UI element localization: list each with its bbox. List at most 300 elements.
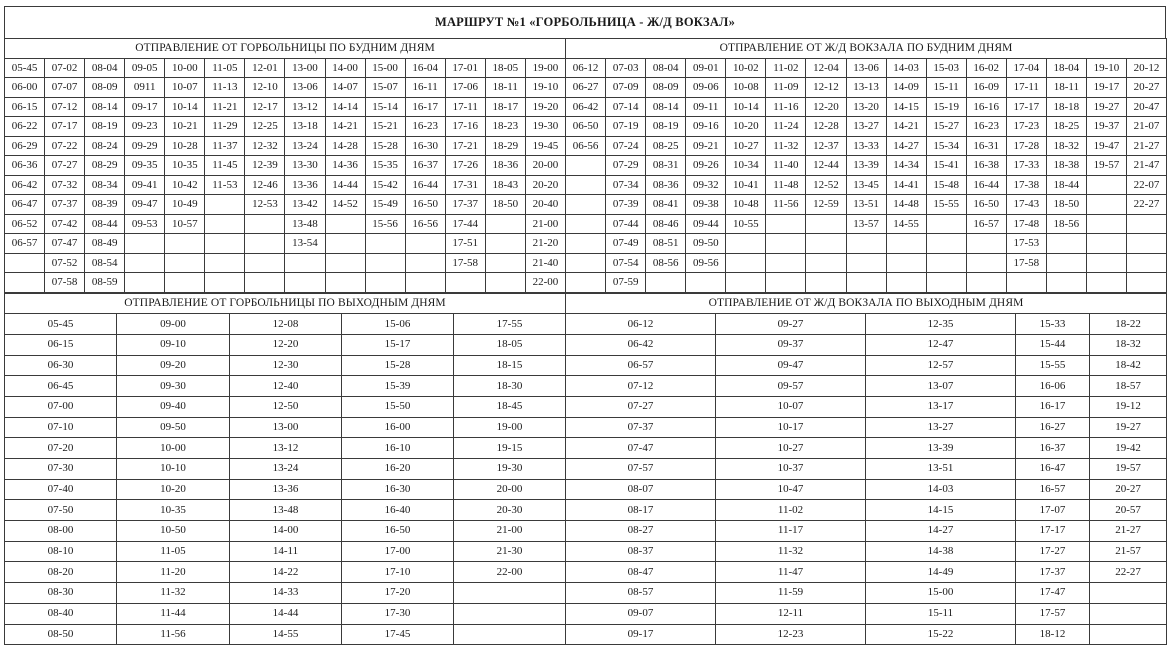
departure-time-cell: 21-57 bbox=[1090, 541, 1167, 562]
departure-time-cell: 15-14 bbox=[365, 97, 405, 117]
departure-time-cell: 14-49 bbox=[866, 562, 1016, 583]
departure-time-cell: 08-40 bbox=[5, 603, 117, 624]
departure-time-cell: 12-52 bbox=[806, 175, 846, 195]
departure-time-cell: 11-05 bbox=[205, 58, 245, 78]
departure-time-cell bbox=[245, 273, 285, 293]
departure-time-cell bbox=[846, 234, 886, 254]
departure-time-cell: 07-09 bbox=[606, 78, 646, 98]
table-row bbox=[5, 603, 1167, 624]
departure-time-cell: 16-37 bbox=[405, 156, 445, 176]
departure-time-cell: 14-41 bbox=[886, 175, 926, 195]
departure-time-cell bbox=[405, 234, 445, 254]
departure-time-cell: 07-30 bbox=[5, 459, 117, 480]
departure-time-cell: 08-29 bbox=[85, 156, 125, 176]
departure-time-cell bbox=[1126, 273, 1166, 293]
departure-time-cell bbox=[165, 273, 205, 293]
departure-time-cell: 14-11 bbox=[230, 541, 342, 562]
departure-time-cell: 13-33 bbox=[846, 136, 886, 156]
departure-time-cell bbox=[245, 234, 285, 254]
departure-time-cell bbox=[886, 234, 926, 254]
departure-time-cell bbox=[846, 273, 886, 293]
departure-time-cell: 12-50 bbox=[230, 396, 342, 417]
departure-time-cell: 16-47 bbox=[1016, 459, 1090, 480]
weekday-station-header: ОТПРАВЛЕНИЕ ОТ Ж/Д ВОКЗАЛА ПО БУДНИМ ДНЯМ bbox=[566, 39, 1167, 59]
departure-time-cell: 18-50 bbox=[1046, 195, 1086, 215]
departure-time-cell: 18-23 bbox=[485, 117, 525, 137]
departure-time-cell: 16-40 bbox=[342, 500, 454, 521]
departure-time-cell: 11-40 bbox=[766, 156, 806, 176]
departure-time-cell: 09-01 bbox=[686, 58, 726, 78]
departure-time-cell: 18-57 bbox=[1090, 376, 1167, 397]
departure-time-cell bbox=[1090, 603, 1167, 624]
departure-time-cell: 06-29 bbox=[5, 136, 45, 156]
departure-time-cell: 12-28 bbox=[806, 117, 846, 137]
departure-time-cell: 13-36 bbox=[285, 175, 325, 195]
departure-time-cell: 13-30 bbox=[285, 156, 325, 176]
departure-time-cell: 09-47 bbox=[125, 195, 165, 215]
departure-time-cell: 16-23 bbox=[405, 117, 445, 137]
departure-time-cell: 08-25 bbox=[646, 136, 686, 156]
departure-time-cell: 10-50 bbox=[117, 521, 230, 542]
departure-time-cell: 06-57 bbox=[566, 355, 716, 376]
departure-time-cell: 15-00 bbox=[365, 58, 405, 78]
departure-time-cell: 10-07 bbox=[716, 396, 866, 417]
table-row bbox=[5, 253, 1167, 273]
departure-time-cell: 09-41 bbox=[125, 175, 165, 195]
departure-time-cell: 13-36 bbox=[230, 479, 342, 500]
departure-time-cell: 08-46 bbox=[646, 214, 686, 234]
departure-time-cell: 13-48 bbox=[285, 214, 325, 234]
timetable-sheet bbox=[4, 6, 1166, 640]
departure-time-cell: 10-57 bbox=[165, 214, 205, 234]
departure-time-cell bbox=[966, 234, 1006, 254]
departure-time-cell: 09-16 bbox=[686, 117, 726, 137]
departure-time-cell: 12-39 bbox=[245, 156, 285, 176]
departure-time-cell: 18-05 bbox=[454, 334, 566, 355]
departure-time-cell bbox=[806, 234, 846, 254]
departure-time-cell: 17-28 bbox=[1006, 136, 1046, 156]
departure-time-cell: 13-00 bbox=[285, 58, 325, 78]
departure-time-cell: 13-51 bbox=[846, 195, 886, 215]
departure-time-cell: 14-27 bbox=[886, 136, 926, 156]
departure-time-cell: 09-57 bbox=[716, 376, 866, 397]
departure-time-cell: 17-16 bbox=[445, 117, 485, 137]
departure-time-cell: 14-27 bbox=[866, 521, 1016, 542]
departure-time-cell: 16-04 bbox=[405, 58, 445, 78]
departure-time-cell: 07-24 bbox=[606, 136, 646, 156]
departure-time-cell: 07-20 bbox=[5, 438, 117, 459]
departure-time-cell: 17-47 bbox=[1016, 583, 1090, 604]
departure-time-cell: 06-42 bbox=[5, 175, 45, 195]
departure-time-cell: 13-48 bbox=[230, 500, 342, 521]
departure-time-cell: 06-42 bbox=[566, 334, 716, 355]
table-row bbox=[5, 376, 1167, 397]
departure-time-cell bbox=[566, 195, 606, 215]
departure-time-cell: 17-33 bbox=[1006, 156, 1046, 176]
departure-time-cell: 09-07 bbox=[566, 603, 716, 624]
departure-time-cell: 09-27 bbox=[716, 314, 866, 335]
departure-time-cell: 08-39 bbox=[85, 195, 125, 215]
departure-time-cell: 09-17 bbox=[566, 624, 716, 645]
departure-time-cell bbox=[454, 583, 566, 604]
departure-time-cell: 15-55 bbox=[926, 195, 966, 215]
table-row bbox=[5, 214, 1167, 234]
departure-time-cell: 08-47 bbox=[566, 562, 716, 583]
departure-time-cell: 08-31 bbox=[646, 156, 686, 176]
departure-time-cell: 10-49 bbox=[165, 195, 205, 215]
departure-time-cell: 17-17 bbox=[1006, 97, 1046, 117]
departure-time-cell: 12-23 bbox=[716, 624, 866, 645]
departure-time-cell: 14-34 bbox=[886, 156, 926, 176]
table-row bbox=[5, 459, 1167, 480]
departure-time-cell: 07-44 bbox=[606, 214, 646, 234]
departure-time-cell: 06-30 bbox=[5, 355, 117, 376]
departure-time-cell: 10-27 bbox=[726, 136, 766, 156]
departure-time-cell bbox=[1046, 234, 1086, 254]
departure-time-cell: 08-00 bbox=[5, 521, 117, 542]
departure-time-cell: 08-49 bbox=[85, 234, 125, 254]
departure-time-cell bbox=[325, 273, 365, 293]
departure-time-cell: 11-37 bbox=[205, 136, 245, 156]
table-row bbox=[5, 97, 1167, 117]
departure-time-cell: 11-09 bbox=[766, 78, 806, 98]
table-row bbox=[5, 479, 1167, 500]
departure-time-cell: 06-56 bbox=[566, 136, 606, 156]
table-row bbox=[5, 175, 1167, 195]
departure-time-cell: 19-12 bbox=[1090, 396, 1167, 417]
departure-time-cell bbox=[205, 234, 245, 254]
departure-time-cell: 18-15 bbox=[454, 355, 566, 376]
departure-time-cell bbox=[806, 273, 846, 293]
departure-time-cell: 10-27 bbox=[716, 438, 866, 459]
departure-time-cell: 15-28 bbox=[342, 355, 454, 376]
departure-time-cell: 17-04 bbox=[1006, 58, 1046, 78]
departure-time-cell: 12-57 bbox=[866, 355, 1016, 376]
departure-time-cell: 19-57 bbox=[1086, 156, 1126, 176]
departure-time-cell: 09-26 bbox=[686, 156, 726, 176]
departure-time-cell: 19-37 bbox=[1086, 117, 1126, 137]
weekday-header-row bbox=[5, 39, 1167, 59]
departure-time-cell: 06-47 bbox=[5, 195, 45, 215]
departure-time-cell: 09-11 bbox=[686, 97, 726, 117]
departure-time-cell: 22-07 bbox=[1126, 175, 1166, 195]
departure-time-cell: 17-53 bbox=[1006, 234, 1046, 254]
departure-time-cell: 17-51 bbox=[445, 234, 485, 254]
departure-time-cell: 19-10 bbox=[525, 78, 565, 98]
departure-time-cell: 07-10 bbox=[5, 417, 117, 438]
departure-time-cell: 20-57 bbox=[1090, 500, 1167, 521]
weekend-timetable bbox=[4, 293, 1167, 645]
departure-time-cell bbox=[325, 253, 365, 273]
table-row bbox=[5, 334, 1167, 355]
departure-time-cell: 15-19 bbox=[926, 97, 966, 117]
departure-time-cell: 15-56 bbox=[365, 214, 405, 234]
departure-time-cell: 13-06 bbox=[846, 58, 886, 78]
departure-time-cell: 09-21 bbox=[686, 136, 726, 156]
departure-time-cell: 12-17 bbox=[245, 97, 285, 117]
departure-time-cell: 14-52 bbox=[325, 195, 365, 215]
departure-time-cell bbox=[405, 253, 445, 273]
departure-time-cell: 11-32 bbox=[766, 136, 806, 156]
departure-time-cell: 17-00 bbox=[342, 541, 454, 562]
departure-time-cell: 14-36 bbox=[325, 156, 365, 176]
departure-time-cell: 14-38 bbox=[866, 541, 1016, 562]
departure-time-cell: 08-37 bbox=[566, 541, 716, 562]
departure-time-cell: 14-22 bbox=[230, 562, 342, 583]
departure-time-cell: 07-47 bbox=[566, 438, 716, 459]
departure-time-cell: 06-27 bbox=[566, 78, 606, 98]
departure-time-cell: 17-11 bbox=[445, 97, 485, 117]
departure-time-cell: 10-20 bbox=[726, 117, 766, 137]
departure-time-cell: 10-14 bbox=[165, 97, 205, 117]
departure-time-cell: 15-39 bbox=[342, 376, 454, 397]
departure-time-cell: 18-50 bbox=[485, 195, 525, 215]
departure-time-cell: 14-33 bbox=[230, 583, 342, 604]
departure-time-cell: 11-45 bbox=[205, 156, 245, 176]
departure-time-cell: 12-47 bbox=[866, 334, 1016, 355]
departure-time-cell: 12-12 bbox=[806, 78, 846, 98]
departure-time-cell bbox=[966, 273, 1006, 293]
departure-time-cell: 08-04 bbox=[85, 58, 125, 78]
departure-time-cell bbox=[1086, 273, 1126, 293]
departure-time-cell: 10-20 bbox=[117, 479, 230, 500]
departure-time-cell: 19-45 bbox=[525, 136, 565, 156]
departure-time-cell bbox=[1090, 624, 1167, 645]
departure-time-cell: 14-21 bbox=[886, 117, 926, 137]
departure-time-cell bbox=[454, 603, 566, 624]
departure-time-cell: 17-11 bbox=[1006, 78, 1046, 98]
departure-time-cell: 12-04 bbox=[806, 58, 846, 78]
departure-time-cell bbox=[125, 234, 165, 254]
departure-time-cell: 14-21 bbox=[325, 117, 365, 137]
departure-time-cell: 16-30 bbox=[342, 479, 454, 500]
departure-time-cell bbox=[5, 273, 45, 293]
departure-time-cell bbox=[165, 253, 205, 273]
departure-time-cell: 19-10 bbox=[1086, 58, 1126, 78]
departure-time-cell bbox=[325, 234, 365, 254]
departure-time-cell: 17-27 bbox=[1016, 541, 1090, 562]
departure-time-cell: 19-27 bbox=[1086, 97, 1126, 117]
departure-time-cell: 21-47 bbox=[1126, 156, 1166, 176]
departure-time-cell: 09-17 bbox=[125, 97, 165, 117]
departure-time-cell: 21-40 bbox=[525, 253, 565, 273]
departure-time-cell: 09-37 bbox=[716, 334, 866, 355]
departure-time-cell: 18-04 bbox=[1046, 58, 1086, 78]
departure-time-cell: 08-57 bbox=[566, 583, 716, 604]
departure-time-cell: 08-27 bbox=[566, 521, 716, 542]
departure-time-cell: 22-27 bbox=[1090, 562, 1167, 583]
departure-time-cell: 13-45 bbox=[846, 175, 886, 195]
departure-time-cell: 22-00 bbox=[525, 273, 565, 293]
departure-time-cell bbox=[806, 253, 846, 273]
departure-time-cell bbox=[365, 234, 405, 254]
weekday-hospital-header: ОТПРАВЛЕНИЕ ОТ ГОРБОЛЬНИЦЫ ПО БУДНИМ ДНЯМ bbox=[5, 39, 566, 59]
departure-time-cell: 09-50 bbox=[117, 417, 230, 438]
departure-time-cell: 06-22 bbox=[5, 117, 45, 137]
departure-time-cell: 06-42 bbox=[566, 97, 606, 117]
departure-time-cell: 09-35 bbox=[125, 156, 165, 176]
departure-time-cell: 13-13 bbox=[846, 78, 886, 98]
departure-time-cell: 19-30 bbox=[454, 459, 566, 480]
departure-time-cell: 07-12 bbox=[45, 97, 85, 117]
departure-time-cell: 12-20 bbox=[806, 97, 846, 117]
departure-time-cell bbox=[285, 253, 325, 273]
departure-time-cell: 15-11 bbox=[866, 603, 1016, 624]
departure-time-cell bbox=[485, 273, 525, 293]
departure-time-cell: 16-10 bbox=[342, 438, 454, 459]
departure-time-cell: 13-54 bbox=[285, 234, 325, 254]
departure-time-cell: 10-55 bbox=[726, 214, 766, 234]
departure-time-cell: 17-58 bbox=[445, 253, 485, 273]
departure-time-cell: 19-20 bbox=[525, 97, 565, 117]
departure-time-cell bbox=[245, 253, 285, 273]
departure-time-cell: 16-44 bbox=[405, 175, 445, 195]
table-row bbox=[5, 195, 1167, 215]
departure-time-cell: 09-40 bbox=[117, 396, 230, 417]
departure-time-cell bbox=[1086, 253, 1126, 273]
departure-time-cell: 17-23 bbox=[1006, 117, 1046, 137]
departure-time-cell: 13-57 bbox=[846, 214, 886, 234]
departure-time-cell: 18-32 bbox=[1090, 334, 1167, 355]
departure-time-cell: 08-36 bbox=[646, 175, 686, 195]
departure-time-cell: 20-12 bbox=[1126, 58, 1166, 78]
departure-time-cell: 11-29 bbox=[205, 117, 245, 137]
departure-time-cell: 16-20 bbox=[342, 459, 454, 480]
departure-time-cell bbox=[806, 214, 846, 234]
departure-time-cell bbox=[1086, 175, 1126, 195]
departure-time-cell bbox=[1086, 214, 1126, 234]
departure-time-cell: 09-32 bbox=[686, 175, 726, 195]
departure-time-cell: 18-12 bbox=[1016, 624, 1090, 645]
departure-time-cell: 07-27 bbox=[45, 156, 85, 176]
departure-time-cell bbox=[125, 253, 165, 273]
departure-time-cell: 11-32 bbox=[117, 583, 230, 604]
departure-time-cell: 10-35 bbox=[165, 156, 205, 176]
departure-time-cell: 07-17 bbox=[45, 117, 85, 137]
departure-time-cell: 12-11 bbox=[716, 603, 866, 624]
departure-time-cell bbox=[125, 273, 165, 293]
departure-time-cell: 16-27 bbox=[1016, 417, 1090, 438]
departure-time-cell bbox=[485, 214, 525, 234]
departure-time-cell: 18-36 bbox=[485, 156, 525, 176]
departure-time-cell bbox=[1090, 583, 1167, 604]
departure-time-cell: 13-07 bbox=[866, 376, 1016, 397]
table-row bbox=[5, 136, 1167, 156]
departure-time-cell: 11-24 bbox=[766, 117, 806, 137]
departure-time-cell: 18-38 bbox=[1046, 156, 1086, 176]
departure-time-cell: 16-57 bbox=[966, 214, 1006, 234]
departure-time-cell: 11-02 bbox=[766, 58, 806, 78]
departure-time-cell bbox=[1086, 234, 1126, 254]
departure-time-cell: 13-12 bbox=[230, 438, 342, 459]
departure-time-cell: 12-44 bbox=[806, 156, 846, 176]
departure-time-cell: 10-10 bbox=[117, 459, 230, 480]
departure-time-cell: 12-37 bbox=[806, 136, 846, 156]
departure-time-cell: 17-17 bbox=[1016, 521, 1090, 542]
departure-time-cell: 14-14 bbox=[325, 97, 365, 117]
departure-time-cell: 09-30 bbox=[117, 376, 230, 397]
departure-time-cell: 17-55 bbox=[454, 314, 566, 335]
departure-time-cell: 18-17 bbox=[485, 97, 525, 117]
departure-time-cell: 07-12 bbox=[566, 376, 716, 397]
departure-time-cell: 11-48 bbox=[766, 175, 806, 195]
departure-time-cell bbox=[1126, 214, 1166, 234]
departure-time-cell: 19-42 bbox=[1090, 438, 1167, 459]
departure-time-cell: 18-11 bbox=[485, 78, 525, 98]
departure-time-cell: 10-37 bbox=[716, 459, 866, 480]
departure-time-cell bbox=[365, 253, 405, 273]
departure-time-cell bbox=[566, 234, 606, 254]
departure-time-cell bbox=[766, 214, 806, 234]
departure-time-cell: 19-47 bbox=[1086, 136, 1126, 156]
departure-time-cell: 10-07 bbox=[165, 78, 205, 98]
departure-time-cell: 19-27 bbox=[1090, 417, 1167, 438]
table-row bbox=[5, 438, 1167, 459]
departure-time-cell bbox=[1006, 273, 1046, 293]
departure-time-cell: 09-44 bbox=[686, 214, 726, 234]
departure-time-cell: 08-09 bbox=[85, 78, 125, 98]
departure-time-cell: 19-30 bbox=[525, 117, 565, 137]
departure-time-cell: 07-59 bbox=[606, 273, 646, 293]
departure-time-cell bbox=[846, 253, 886, 273]
departure-time-cell: 17-07 bbox=[1016, 500, 1090, 521]
departure-time-cell: 19-15 bbox=[454, 438, 566, 459]
departure-time-cell bbox=[926, 214, 966, 234]
departure-time-cell: 21-30 bbox=[454, 541, 566, 562]
departure-time-cell: 20-40 bbox=[525, 195, 565, 215]
departure-time-cell: 18-25 bbox=[1046, 117, 1086, 137]
departure-time-cell: 06-12 bbox=[566, 58, 606, 78]
departure-time-cell: 08-04 bbox=[646, 58, 686, 78]
departure-time-cell: 14-55 bbox=[886, 214, 926, 234]
table-row bbox=[5, 624, 1167, 645]
departure-time-cell: 15-48 bbox=[926, 175, 966, 195]
departure-time-cell bbox=[165, 234, 205, 254]
departure-time-cell: 17-31 bbox=[445, 175, 485, 195]
departure-time-cell: 0911 bbox=[125, 78, 165, 98]
departure-time-cell: 07-40 bbox=[5, 479, 117, 500]
departure-time-cell: 15-42 bbox=[365, 175, 405, 195]
departure-time-cell: 15-27 bbox=[926, 117, 966, 137]
weekday-timetable bbox=[4, 38, 1167, 293]
departure-time-cell: 16-09 bbox=[966, 78, 1006, 98]
departure-time-cell bbox=[566, 253, 606, 273]
departure-time-cell: 15-35 bbox=[365, 156, 405, 176]
departure-time-cell: 21-27 bbox=[1090, 521, 1167, 542]
table-row bbox=[5, 396, 1167, 417]
departure-time-cell: 15-00 bbox=[866, 583, 1016, 604]
departure-time-cell bbox=[1086, 195, 1126, 215]
departure-time-cell bbox=[766, 273, 806, 293]
departure-time-cell: 09-23 bbox=[125, 117, 165, 137]
departure-time-cell: 13-24 bbox=[230, 459, 342, 480]
departure-time-cell: 14-03 bbox=[866, 479, 1016, 500]
departure-time-cell: 11-21 bbox=[205, 97, 245, 117]
departure-time-cell: 11-59 bbox=[716, 583, 866, 604]
departure-time-cell: 19-00 bbox=[454, 417, 566, 438]
departure-time-cell: 08-14 bbox=[646, 97, 686, 117]
departure-time-cell: 07-34 bbox=[606, 175, 646, 195]
departure-time-cell: 11-47 bbox=[716, 562, 866, 583]
departure-time-cell: 21-00 bbox=[525, 214, 565, 234]
departure-time-cell: 10-14 bbox=[726, 97, 766, 117]
departure-time-cell: 09-05 bbox=[125, 58, 165, 78]
departure-time-cell: 17-01 bbox=[445, 58, 485, 78]
departure-time-cell: 07-29 bbox=[606, 156, 646, 176]
departure-time-cell: 13-42 bbox=[285, 195, 325, 215]
departure-time-cell: 07-39 bbox=[606, 195, 646, 215]
departure-time-cell: 10-35 bbox=[117, 500, 230, 521]
